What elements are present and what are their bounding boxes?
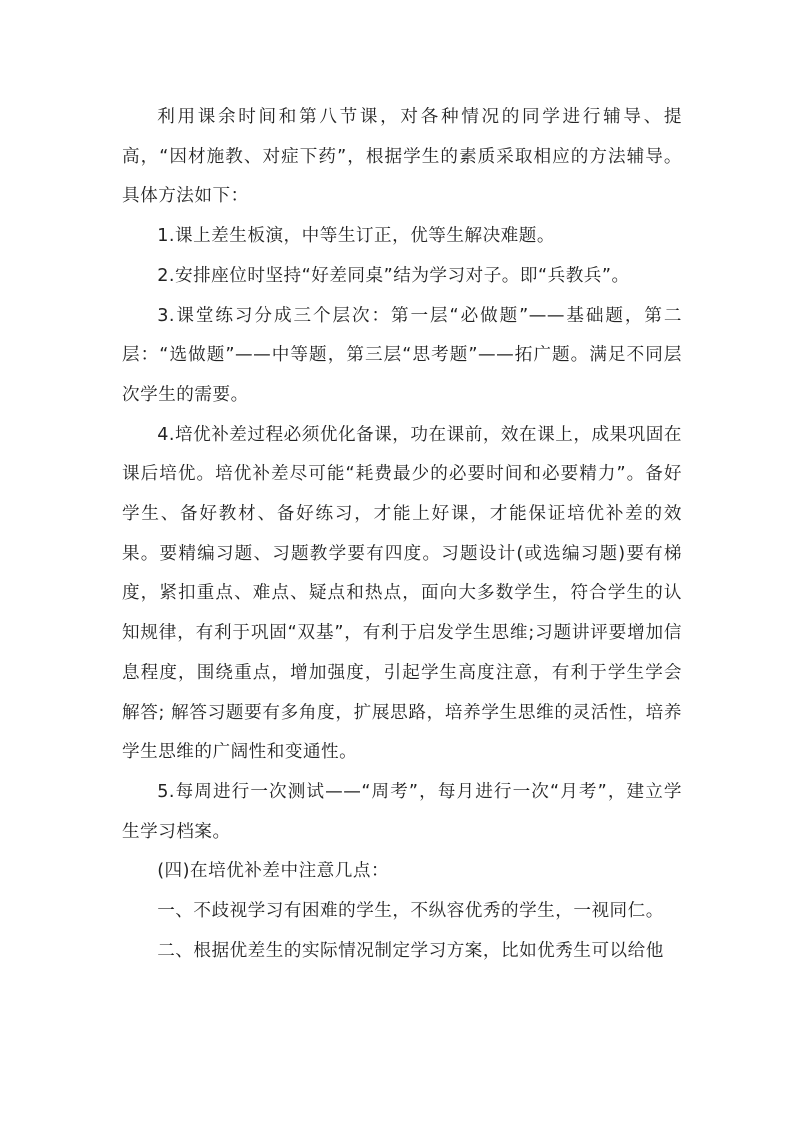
- document-body: [122, 98, 682, 971]
- paragraph-intro: 利用课余时间和第八节课，对各种情况的同学进行辅导、提高，“因材施教、对症下药”，根据学生的素质采取相应的方法辅导。具体方法如下：: [122, 107, 682, 207]
- paragraph-point-1: 一、不歧视学习有困难的学生，不纵容优秀的学生，一视同仁。: [157, 901, 664, 922]
- paragraph-method-4: 4.培优补差过程必须优化备课，功在课前，效在课上，成果巩固在课后培优。培优补差尽可能“耗费最少的必要时间和必要精力”。备好学生、备好教材、备好练习，才能上好课，才能保证培优补差的效果。要精编习题、习题教学要有四度。习题设计(或选编习题)要有梯度，紧扣重点、难点、疑点和热点，面向大多数学生，符合学生的认知规律，有利于巩固“双基”，有利于启发学生思维;习题讲评要增加信息程度，围绕重点，增加强度，引起学生高度注意，有利于学生学会解答; 解答习题要有多角度，扩展思路，培养学生思维的灵活性，培养学生思维的广阔性和变通性。: [122, 424, 682, 763]
- paragraph-method-5: 5.每周进行一次测试——“周考”，每月进行一次“月考”，建立学生学习档案。: [122, 781, 682, 842]
- paragraph-method-1: 1.课上差生板演，中等生订正，优等生解决难题。: [157, 226, 555, 247]
- section-heading-4: (四)在培优补差中注意几点：: [157, 861, 390, 882]
- paragraph-method-2: 2.安排座位时坚持“好差同桌”结为学习对子。即“兵教兵”。: [157, 265, 630, 286]
- paragraph-method-3: 3.课堂练习分成三个层次：第一层“必做题”——基础题，第二层：“选做题”——中等题，第三层“思考题”——拓广题。满足不同层次学生的需要。: [122, 305, 682, 405]
- paragraph-point-2: 二、根据优差生的实际情况制定学习方案，比如优秀生可以给他: [157, 940, 664, 961]
